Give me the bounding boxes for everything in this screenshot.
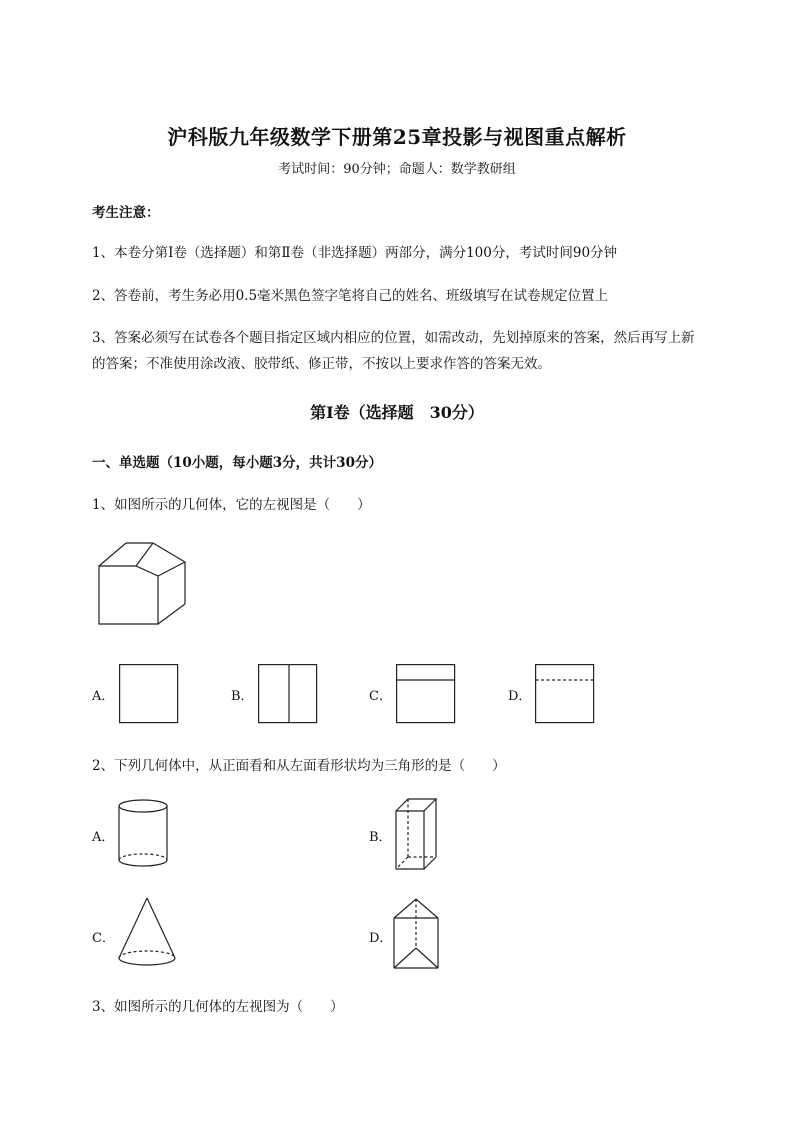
q2-option-d-label[interactable]: D． — [369, 931, 393, 946]
volume-title: 第I卷（选择题 30分） — [310, 403, 484, 422]
q2-option-a-cylinder-figure[interactable] — [117, 798, 171, 870]
notice-item: 2、答卷前，考生务必用0.5毫米黑色签字笔将自己的姓名、班级填写在试卷规定位置上 — [92, 288, 609, 304]
q2-option-b-prism-figure[interactable] — [393, 797, 439, 873]
q1-option-b-label[interactable]: B． — [231, 689, 254, 704]
q2-option-c-cone-figure[interactable] — [116, 896, 180, 970]
q1-option-b-figure[interactable] — [258, 664, 318, 724]
q2-option-a-label[interactable]: A． — [92, 830, 115, 845]
question-2-stem: 2、下列几何体中，从正面看和从左面看形状均为三角形的是（ ） — [92, 758, 506, 774]
q1-option-d-label[interactable]: D． — [508, 689, 532, 704]
exam-info: 考试时间：90分钟；命题人：数学教研组 — [278, 162, 516, 177]
q1-option-d-figure[interactable] — [535, 664, 595, 724]
notice-item-continued: 的答案；不准使用涂改液、胶带纸、修正带，不按以上要求作答的答案无效。 — [92, 356, 551, 372]
page-title: 沪科版九年级数学下册第25章投影与视图重点解析 — [167, 125, 627, 149]
q2-option-b-label[interactable]: B． — [369, 830, 392, 845]
q1-option-a-figure[interactable] — [119, 664, 179, 724]
q2-option-c-label[interactable]: C． — [92, 931, 115, 946]
question-1-stem: 1、如图所示的几何体，它的左视图是（ ） — [92, 497, 371, 513]
q1-option-c-figure[interactable] — [396, 664, 456, 724]
section-heading: 一、单选题（10小题，每小题3分，共计30分） — [92, 455, 382, 471]
question-3-stem: 3、如图所示的几何体的左视图为（ ） — [92, 999, 344, 1015]
notice-heading: 考生注意： — [92, 205, 160, 221]
notice-item: 1、本卷分第I卷（选择题）和第Ⅱ卷（非选择题）两部分，满分100分，考试时间90分钟 — [92, 245, 618, 261]
notice-item: 3、答案必须写在试卷各个题目指定区域内相应的位置，如需改动，先划掉原来的答案，然后再写上新 — [92, 330, 695, 346]
q2-option-d-triangular-prism-figure[interactable] — [392, 896, 440, 972]
q1-option-c-label[interactable]: C． — [369, 689, 392, 704]
question-1-solid-figure — [96, 538, 188, 628]
q1-option-a-label[interactable]: A． — [92, 689, 115, 704]
